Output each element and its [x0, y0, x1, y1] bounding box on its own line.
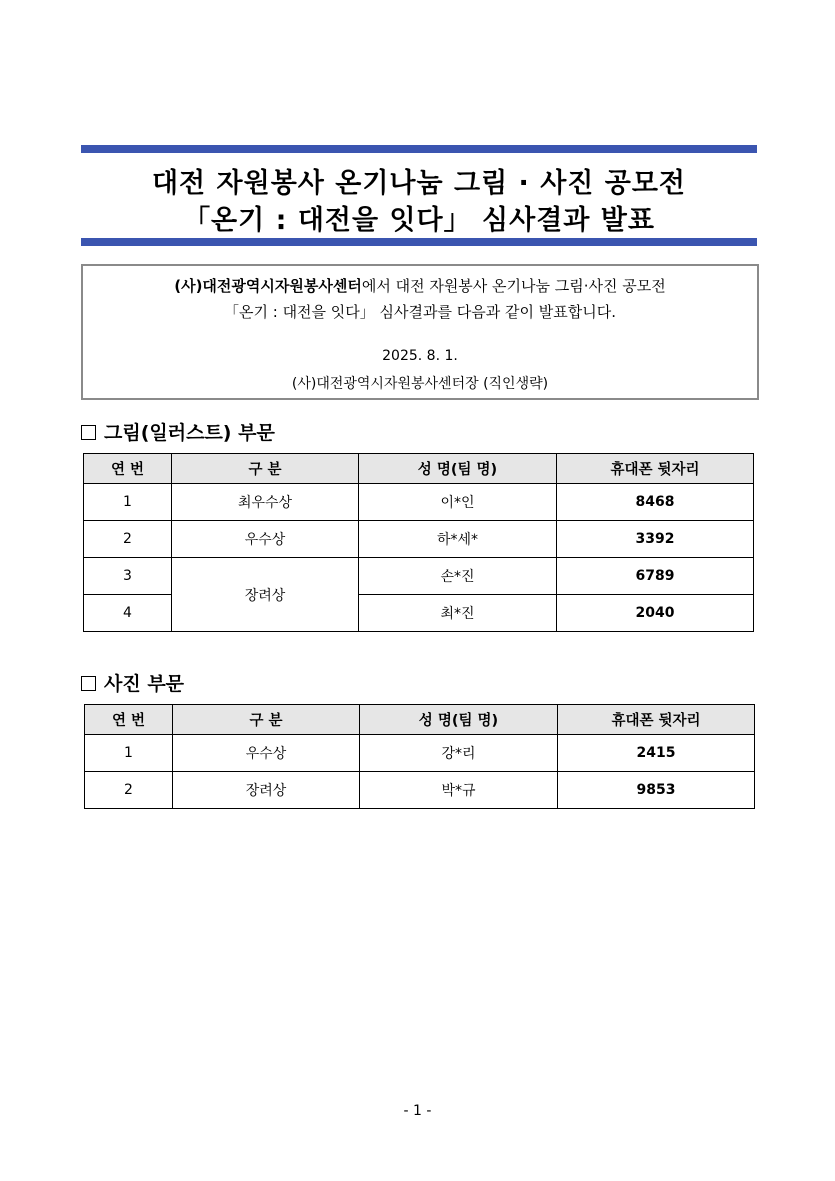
- table-row: [85, 735, 755, 772]
- results-table-illustration: [83, 453, 754, 632]
- title-bar-bottom: [81, 238, 757, 246]
- section-heading-photo: [81, 669, 184, 696]
- column-header: 휴대폰 뒷자리: [557, 454, 754, 484]
- winner-name: 이*인: [359, 484, 557, 521]
- announcement-line-2: 「온기 : 대전을 잇다」 심사결과를 다음과 같이 발표합니다.: [224, 303, 616, 321]
- page-title-line-2: 「온기 : 대전을 잇다」 심사결과 발표: [183, 205, 655, 236]
- section-heading-text: 그림(일러스트) 부문: [104, 422, 275, 444]
- award-category: 우수상: [172, 521, 359, 558]
- results-table-photo: [84, 704, 755, 809]
- organization-name: (사)대전광역시자원봉사센터: [174, 277, 362, 295]
- column-header: 연 번: [85, 705, 173, 735]
- award-category: 우수상: [173, 735, 360, 772]
- table-row: [84, 521, 754, 558]
- award-category: 장려상: [172, 558, 359, 632]
- winner-name: 하*세*: [359, 521, 557, 558]
- row-number: 1: [84, 484, 172, 521]
- row-number: 2: [84, 521, 172, 558]
- column-header: 휴대폰 뒷자리: [558, 705, 755, 735]
- page-number: - 1 -: [403, 1103, 432, 1119]
- phone-last-digits: 8468: [557, 484, 754, 521]
- column-header: 연 번: [84, 454, 172, 484]
- column-header: 구 분: [173, 705, 360, 735]
- column-header: 성 명(팀 명): [359, 454, 557, 484]
- award-category: 장려상: [173, 772, 360, 809]
- title-block: [81, 145, 757, 246]
- row-number: 4: [84, 595, 172, 632]
- table-row: [84, 484, 754, 521]
- section-heading-illustration: [81, 418, 275, 445]
- table-row: [85, 772, 755, 809]
- winner-name: 손*진: [359, 558, 557, 595]
- title-bar-top: [81, 145, 757, 153]
- winner-name: 박*규: [360, 772, 558, 809]
- table-row: [84, 558, 754, 595]
- row-number: 2: [85, 772, 173, 809]
- announcement-signer: (사)대전광역시자원봉사센터장 (직인생략): [291, 376, 549, 392]
- row-number: 3: [84, 558, 172, 595]
- row-number: 1: [85, 735, 173, 772]
- table-header-row: [84, 454, 754, 484]
- winner-name: 강*리: [360, 735, 558, 772]
- phone-last-digits: 3392: [557, 521, 754, 558]
- announcement-date: 2025. 8. 1.: [382, 348, 458, 364]
- phone-last-digits: 9853: [558, 772, 755, 809]
- announcement-line-1: [83, 275, 757, 296]
- award-category: 최우수상: [172, 484, 359, 521]
- winner-name: 최*진: [359, 595, 557, 632]
- checkbox-square-icon: [81, 425, 96, 440]
- checkbox-square-icon: [81, 676, 96, 691]
- phone-last-digits: 2415: [558, 735, 755, 772]
- announcement-box: [81, 264, 759, 400]
- phone-last-digits: 2040: [557, 595, 754, 632]
- page-title-line-1: 대전 자원봉사 온기나눔 그림 · 사진 공모전: [151, 168, 687, 199]
- phone-last-digits: 6789: [557, 558, 754, 595]
- announcement-line-1-text: 에서 대전 자원봉사 온기나눔 그림·사진 공모전: [361, 277, 666, 295]
- column-header: 성 명(팀 명): [360, 705, 558, 735]
- table-header-row: [85, 705, 755, 735]
- section-heading-text: 사진 부문: [104, 673, 185, 695]
- column-header: 구 분: [172, 454, 359, 484]
